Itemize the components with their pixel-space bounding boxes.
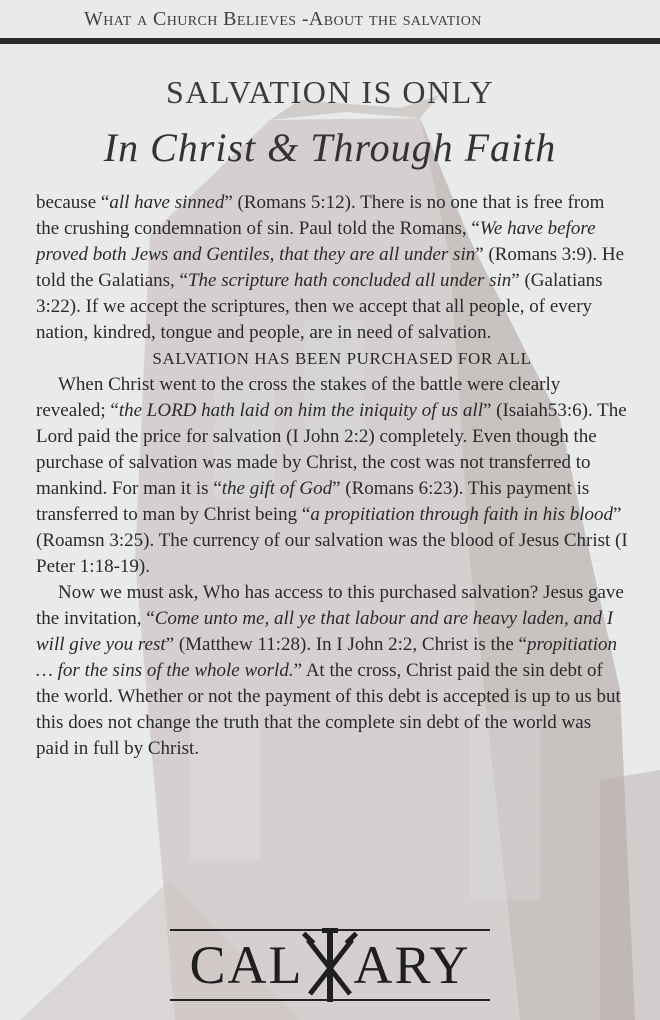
p1-quote-2: We have before proved both Jews and Gentiles, that they are all under sin <box>36 218 596 265</box>
logo-left: CAL <box>189 935 304 995</box>
paragraph-3 <box>36 580 628 762</box>
article-body <box>36 190 628 762</box>
p3-quote-2: propitiation … for the sins of the whole world. <box>36 634 618 681</box>
p2-text-g: ” (Roamsn 3:25). The currency of our salvation was the blood of Jesus Christ (I Peter 1:18-19). <box>36 504 628 577</box>
p3-text-c: ” (Matthew 11:28). In I John 2:2, Christ is the “ <box>165 634 527 655</box>
header-rule <box>0 38 660 44</box>
p3-text-a: Now we must ask, Who has access to this purchased salvation? Jesus gave the invitation, “ <box>36 582 624 629</box>
p2-text-a: When Christ went to the cross the stakes of the battle were clearly revealed; “ <box>36 374 561 421</box>
header-text: What a Church Believes -About the salvation <box>84 8 482 30</box>
p2-quote-3: a propitiation through faith in his blood <box>310 504 613 525</box>
p2-quote-2: the gift of God <box>221 478 333 499</box>
p2-text-c: ” (Isaiah53:6). The Lord paid the price for salvation (I John 2:2) completely. Even though the purchase of salvation was made by Christ, the cost was not transferred to mankind. For man it is “ <box>36 400 627 499</box>
p1-text-g: ” (Galatians 3:22). If we accept the scriptures, then we accept that all people, of every nation, kindred, tongue and people, are in need of salvation. <box>36 270 603 343</box>
logo-right: ARY <box>353 935 471 995</box>
page-title: SALVATION IS ONLY <box>165 74 495 110</box>
p1-text-a: because “ <box>36 192 110 213</box>
p1-quote-1: all have sinned <box>109 192 225 213</box>
p3-quote-1: Come unto me, all ye that labour and are heavy laden, and I will give you rest <box>36 608 614 655</box>
paragraph-1 <box>36 190 628 346</box>
p1-text-e: ” (Romans 3:9). He told the Galatians, “ <box>36 244 625 291</box>
header-bar <box>0 0 660 40</box>
p3-text-e: ” At the cross, Christ paid the sin debt of the world. Whether or not the payment of this debt is accepted is up to us but this does not change the truth that the complete sin debt of the world was paid in full by Christ. <box>36 660 621 759</box>
cross-nails-icon <box>300 926 360 1006</box>
calvary-logo <box>170 926 490 1006</box>
paragraph-2 <box>36 372 628 580</box>
logo-rule-bottom <box>170 999 490 1001</box>
p1-quote-3: The scripture hath concluded all under sin <box>187 270 512 291</box>
section-heading: SALVATION HAS BEEN PURCHASED FOR ALL <box>152 349 532 368</box>
p2-quote-1: the LORD hath laid on him the iniquity of us all <box>118 400 483 421</box>
p2-text-e: ” (Romans 6:23). This payment is transferred to man by Christ being “ <box>36 478 590 525</box>
p1-text-c: ” (Romans 5:12). There is no one that is free from the crushing condemnation of sin. Paul told the Romans, “ <box>36 192 605 239</box>
page-subtitle: In Christ & Through Faith <box>103 125 557 170</box>
